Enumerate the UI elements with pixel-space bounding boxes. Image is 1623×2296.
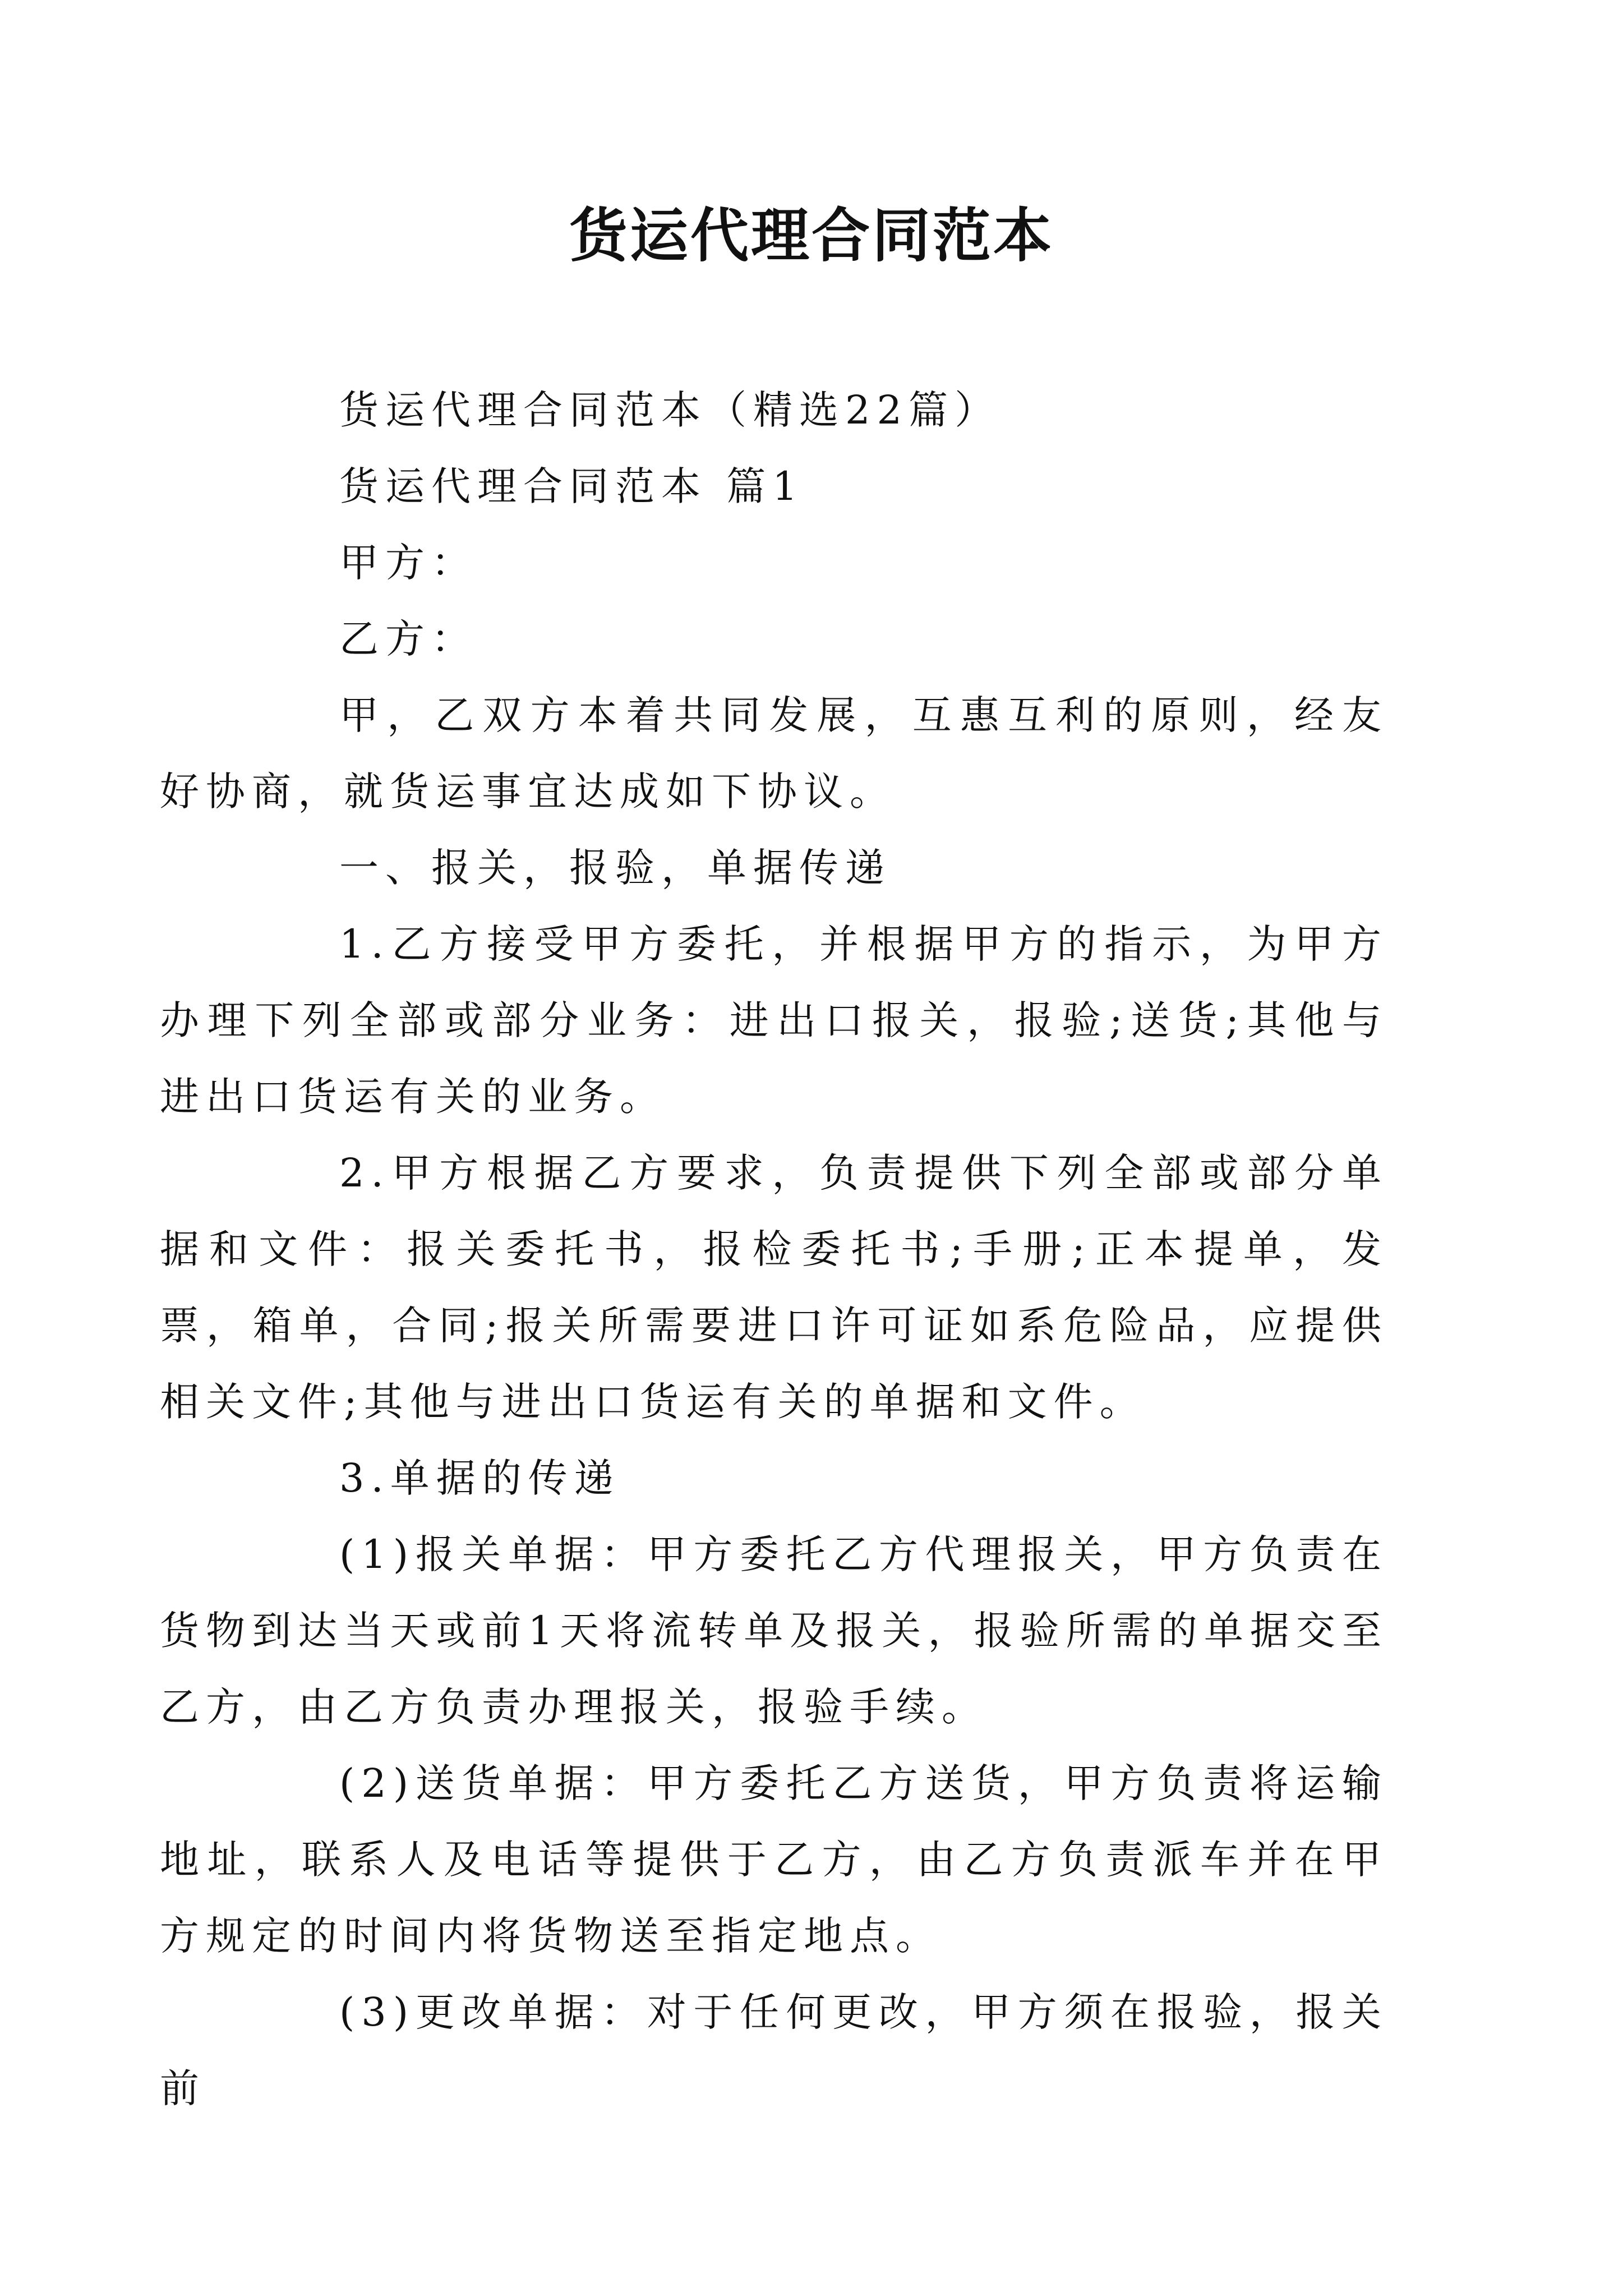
paragraph-subtitle: 货运代理合同范本（精选22篇） (339, 387, 1001, 433)
paragraph-clause-1: 1.乙方接受甲方委托，并根据甲方的指示，为甲方办理下列全部或部分业务：进出口报关，报验;送货;其他与进出口货运有关的业务。 (160, 921, 1388, 1120)
paragraph-clause-heading: 一、报关，报验，单据传递 (339, 845, 891, 891)
paragraph-clause-3-3: (3)更改单据：对于任何更改，甲方须在报验，报关前 (160, 1989, 1388, 2111)
document-body (160, 372, 1388, 2127)
paragraph-clause-3: 3.单据的传递 (339, 1455, 620, 1501)
paragraph-preamble: 甲，乙双方本着共同发展，互惠互利的原则，经友好协商，就货运事宜达成如下协议。 (160, 692, 1388, 815)
paragraph-clause-2: 2.甲方根据乙方要求，负责提供下列全部或部分单据和文件：报关委托书，报检委托书;手册;正本提单，发票，箱单，合同;报关所需要进口许可证如系危险品，应提供相关文件;其他与进出口货运有关的单据和文件。 (160, 1150, 1388, 1425)
paragraph-party-b: 乙方： (339, 616, 477, 662)
paragraph-clause-3-1: (1)报关单据：甲方委托乙方代理报关，甲方负责在货物到达当天或前1天将流转单及报关，报验所需的单据交至乙方，由乙方负责办理报关，报验手续。 (160, 1531, 1388, 1730)
document-title: 货运代理合同范本 (569, 201, 1054, 270)
paragraph-party-a: 甲方： (339, 540, 477, 586)
paragraph-clause-3-2: (2)送货单据：甲方委托乙方送货，甲方负责将运输地址，联系人及电话等提供于乙方，由乙方负责派车并在甲方规定的时间内将货物送至指定地点。 (160, 1760, 1388, 1959)
paragraph-section-heading: 货运代理合同范本 篇1 (339, 463, 804, 509)
